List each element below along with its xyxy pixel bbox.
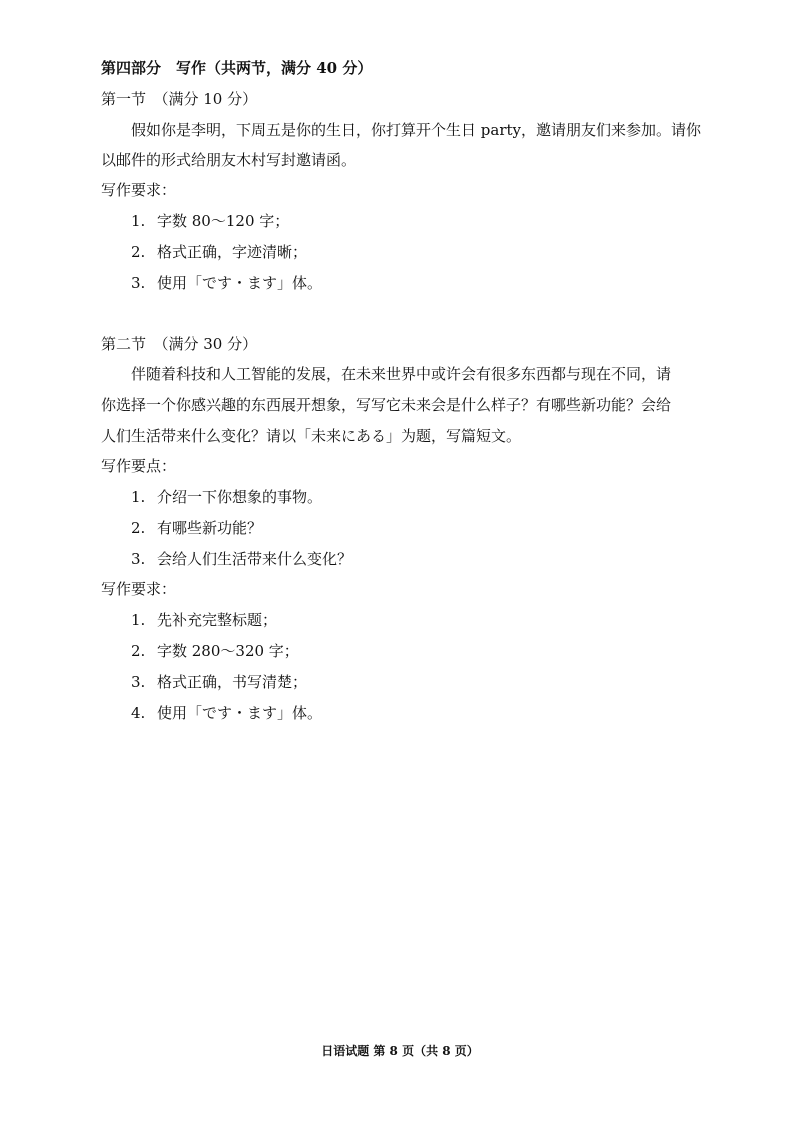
item-number: 1. (131, 611, 146, 629)
item-text: 字数 80～120 字； (157, 212, 290, 230)
section2-prompt-line: 人们生活带来什么变化？请以「未来にある」为题，写篇短文。 (101, 427, 522, 445)
item-text: 使用「です・ます」体。 (157, 704, 323, 722)
item-number: 2. (131, 243, 146, 261)
item-number: 3. (131, 673, 146, 691)
item-number: 1. (131, 488, 146, 506)
section1-prompt-line: 假如你是李明，下周五是你的生日，你打算开个生日 party，邀请朋友们来参加。请你 (131, 121, 701, 139)
item-text: 会给人们生活带来什么变化？ (157, 550, 353, 568)
page-footer: 日语试题 第 8 页（共 8 页） (321, 1044, 479, 1058)
section2-prompt-line: 你选择一个你感兴趣的东西展开想象，写写它未来会是什么样子？有哪些新功能？会给 (101, 396, 672, 414)
section2-requirement (131, 610, 277, 630)
part-title: 第四部分 写作（共两节，满分 40 分） (101, 59, 373, 77)
section1-requirement (131, 242, 307, 262)
section2-title: 第二节 （满分 30 分） (101, 335, 258, 353)
item-text: 介绍一下你想象的事物。 (157, 488, 323, 506)
section2-requirement (131, 703, 322, 723)
item-text: 有哪些新功能？ (157, 519, 263, 537)
section1-title: 第一节 （满分 10 分） (101, 90, 258, 108)
section2-point (131, 518, 262, 538)
section2-prompt-line: 伴随着科技和人工智能的发展，在未来世界中或许会有很多东西都与现在不同，请 (131, 365, 672, 383)
section1-requirement (131, 211, 289, 231)
section1-prompt-line: 以邮件的形式给朋友木村写封邀请函。 (101, 151, 357, 169)
section2-requirement (131, 641, 299, 661)
item-text: 格式正确，字迹清晰； (157, 243, 308, 261)
section2-req-heading: 写作要求： (101, 580, 177, 598)
item-text: 使用「です・ます」体。 (157, 274, 323, 292)
item-number: 3. (131, 550, 146, 568)
item-text: 先补充完整标题； (157, 611, 278, 629)
item-number: 4. (131, 704, 146, 722)
section2-point (131, 487, 322, 507)
section2-points-heading: 写作要点： (101, 457, 177, 475)
item-number: 1. (131, 212, 146, 230)
item-text: 格式正确，书写清楚； (157, 673, 308, 691)
item-number: 3. (131, 274, 146, 292)
item-text: 字数 280～320 字； (157, 642, 299, 660)
section2-point (131, 549, 352, 569)
section2-requirement (131, 672, 307, 692)
section1-requirement (131, 273, 322, 293)
item-number: 2. (131, 519, 146, 537)
item-number: 2. (131, 642, 146, 660)
section1-req-heading: 写作要求： (101, 181, 177, 199)
